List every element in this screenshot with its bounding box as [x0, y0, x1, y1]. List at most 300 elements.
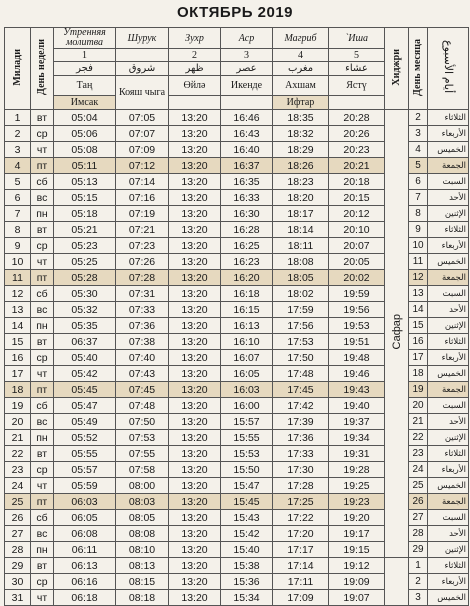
hijri-day-cell: 3 [409, 590, 428, 606]
prayer-extra-asr [221, 96, 273, 110]
month-day-header: День месяца [409, 28, 428, 110]
weekday-cell: чт [31, 590, 54, 606]
time-cell: 08:08 [116, 526, 169, 542]
day-cell: 21 [5, 430, 31, 446]
arabic-weekday-cell: الخميس [428, 366, 469, 382]
arabic-weekday-cell: الأحد [428, 526, 469, 542]
arabic-weekday-cell: الأحد [428, 302, 469, 318]
prayer-name-fajr: Утренняя молитва [54, 28, 116, 49]
time-cell: 13:20 [169, 142, 221, 158]
arabic-weekday-cell: الجمعة [428, 382, 469, 398]
time-cell: 07:09 [116, 142, 169, 158]
day-cell: 30 [5, 574, 31, 590]
time-cell: 16:03 [221, 382, 273, 398]
hijri-day-cell: 28 [409, 526, 428, 542]
arabic-weekday-cell: الإثنين [428, 542, 469, 558]
day-cell: 2 [5, 126, 31, 142]
time-cell: 13:20 [169, 558, 221, 574]
weekday-cell: чт [31, 478, 54, 494]
time-cell: 16:00 [221, 398, 273, 414]
time-cell: 19:53 [329, 318, 385, 334]
weekday-cell: вт [31, 110, 54, 126]
time-cell: 13:20 [169, 350, 221, 366]
time-cell: 05:32 [54, 302, 116, 318]
hijri-day-cell: 23 [409, 446, 428, 462]
day-cell: 11 [5, 270, 31, 286]
time-cell: 17:20 [273, 526, 329, 542]
prayer-name-shuruk: Шурук [116, 28, 169, 49]
weekday-cell: сб [31, 398, 54, 414]
time-cell: 15:38 [221, 558, 273, 574]
hijri-day-cell: 2 [409, 110, 428, 126]
time-cell: 18:32 [273, 126, 329, 142]
iftar-label: Ифтар [273, 96, 329, 110]
time-cell: 16:13 [221, 318, 273, 334]
time-cell: 19:09 [329, 574, 385, 590]
time-cell: 17:48 [273, 366, 329, 382]
weekday-cell: чт [31, 254, 54, 270]
prayer-num-maghrib: 4 [273, 49, 329, 62]
prayer-num-zuhr: 2 [169, 49, 221, 62]
arabic-weekday-cell: الأربعاء [428, 238, 469, 254]
time-cell: 20:21 [329, 158, 385, 174]
weekday-cell: вт [31, 446, 54, 462]
prayer-name-zuhr: Зухр [169, 28, 221, 49]
time-cell: 19:48 [329, 350, 385, 366]
time-cell: 07:28 [116, 270, 169, 286]
day-cell: 17 [5, 366, 31, 382]
weekday-cell: чт [31, 142, 54, 158]
time-cell: 05:45 [54, 382, 116, 398]
day-cell: 25 [5, 494, 31, 510]
day-cell: 23 [5, 462, 31, 478]
time-cell: 16:23 [221, 254, 273, 270]
time-cell: 19:56 [329, 302, 385, 318]
next-month-cell [385, 558, 409, 606]
time-cell: 05:13 [54, 174, 116, 190]
time-cell: 05:25 [54, 254, 116, 270]
time-cell: 16:33 [221, 190, 273, 206]
hijri-header: Хиджри [385, 28, 409, 110]
page-title: ОКТЯБРЬ 2019 [176, 4, 294, 21]
table-row [5, 110, 469, 126]
day-cell: 20 [5, 414, 31, 430]
day-cell: 12 [5, 286, 31, 302]
prayer-tatar-asr: Икенде [221, 76, 273, 96]
prayer-arabic-shuruk: شروق [116, 62, 169, 76]
prayer-tatar-maghrib: Ахшам [273, 76, 329, 96]
time-cell: 05:28 [54, 270, 116, 286]
prayer-arabic-asr: عصر [221, 62, 273, 76]
weekday-cell: пн [31, 318, 54, 334]
day-cell: 16 [5, 350, 31, 366]
hijri-day-cell: 27 [409, 510, 428, 526]
time-cell: 17:36 [273, 430, 329, 446]
time-cell: 17:17 [273, 542, 329, 558]
time-cell: 05:23 [54, 238, 116, 254]
time-cell: 13:20 [169, 206, 221, 222]
time-cell: 06:18 [54, 590, 116, 606]
hijri-day-cell: 21 [409, 414, 428, 430]
hijri-month-label: Сафар [390, 314, 403, 350]
time-cell: 13:20 [169, 158, 221, 174]
prayer-tatar-shuruk: Кояш чыга [116, 76, 169, 110]
time-cell: 15:55 [221, 430, 273, 446]
arabic-weekday-cell: الأربعاء [428, 574, 469, 590]
arabic-weekday-cell: الأربعاء [428, 350, 469, 366]
time-cell: 07:21 [116, 222, 169, 238]
hijri-day-cell: 5 [409, 158, 428, 174]
prayer-name-isha: `Иша [329, 28, 385, 49]
time-cell: 05:57 [54, 462, 116, 478]
day-cell: 31 [5, 590, 31, 606]
arabic-weekday-header: أيام الأسبوع [428, 28, 469, 110]
day-cell: 7 [5, 206, 31, 222]
day-cell: 1 [5, 110, 31, 126]
time-cell: 06:05 [54, 510, 116, 526]
time-cell: 20:07 [329, 238, 385, 254]
prayer-extra-zuhr [169, 96, 221, 110]
hijri-day-cell: 29 [409, 542, 428, 558]
time-cell: 13:20 [169, 110, 221, 126]
time-cell: 19:37 [329, 414, 385, 430]
weekday-cell: вс [31, 526, 54, 542]
table-row [5, 558, 469, 574]
time-cell: 13:20 [169, 494, 221, 510]
time-cell: 07:45 [116, 382, 169, 398]
time-cell: 17:30 [273, 462, 329, 478]
time-cell: 13:20 [169, 510, 221, 526]
time-cell: 07:07 [116, 126, 169, 142]
time-cell: 13:20 [169, 270, 221, 286]
prayer-arabic-zuhr: ظهر [169, 62, 221, 76]
time-cell: 06:13 [54, 558, 116, 574]
time-cell: 13:20 [169, 254, 221, 270]
time-cell: 07:43 [116, 366, 169, 382]
time-cell: 13:20 [169, 366, 221, 382]
day-cell: 3 [5, 142, 31, 158]
time-cell: 19:59 [329, 286, 385, 302]
time-cell: 19:31 [329, 446, 385, 462]
imsak-label: Имсак [54, 96, 116, 110]
time-cell: 19:20 [329, 510, 385, 526]
time-cell: 19:34 [329, 430, 385, 446]
time-cell: 07:12 [116, 158, 169, 174]
time-cell: 13:20 [169, 318, 221, 334]
time-cell: 15:40 [221, 542, 273, 558]
weekday-cell: пт [31, 382, 54, 398]
time-cell: 16:35 [221, 174, 273, 190]
time-cell: 15:34 [221, 590, 273, 606]
arabic-weekday-cell: الجمعة [428, 494, 469, 510]
arabic-weekday-cell: الثلاثاء [428, 558, 469, 574]
time-cell: 07:23 [116, 238, 169, 254]
time-cell: 13:20 [169, 590, 221, 606]
time-cell: 19:12 [329, 558, 385, 574]
time-cell: 17:50 [273, 350, 329, 366]
time-cell: 08:15 [116, 574, 169, 590]
arabic-weekday-cell: الثلاثاء [428, 222, 469, 238]
hijri-day-cell: 2 [409, 574, 428, 590]
time-cell: 18:20 [273, 190, 329, 206]
time-cell: 17:42 [273, 398, 329, 414]
time-cell: 16:20 [221, 270, 273, 286]
day-cell: 29 [5, 558, 31, 574]
time-cell: 13:20 [169, 286, 221, 302]
time-cell: 15:50 [221, 462, 273, 478]
time-cell: 20:23 [329, 142, 385, 158]
time-cell: 17:14 [273, 558, 329, 574]
time-cell: 18:26 [273, 158, 329, 174]
weekday-cell: пн [31, 206, 54, 222]
prayer-tatar-isha: Ястү [329, 76, 385, 96]
prayer-num-shuruk [116, 49, 169, 62]
time-cell: 16:46 [221, 110, 273, 126]
time-cell: 18:14 [273, 222, 329, 238]
weekday-cell: ср [31, 126, 54, 142]
weekday-cell: вс [31, 414, 54, 430]
time-cell: 17:59 [273, 302, 329, 318]
day-cell: 13 [5, 302, 31, 318]
hijri-day-cell: 25 [409, 478, 428, 494]
arabic-weekday-cell: السبت [428, 398, 469, 414]
arabic-weekday-cell: الأربعاء [428, 462, 469, 478]
time-cell: 05:18 [54, 206, 116, 222]
prayer-num-asr: 3 [221, 49, 273, 62]
prayer-tatar-zuhr: Өйлә [169, 76, 221, 96]
time-cell: 16:30 [221, 206, 273, 222]
arabic-weekday-cell: الخميس [428, 254, 469, 270]
time-cell: 08:10 [116, 542, 169, 558]
hijri-day-cell: 1 [409, 558, 428, 574]
time-cell: 13:20 [169, 574, 221, 590]
time-cell: 18:17 [273, 206, 329, 222]
day-cell: 26 [5, 510, 31, 526]
hijri-day-cell: 22 [409, 430, 428, 446]
time-cell: 08:00 [116, 478, 169, 494]
prayer-extra-isha [329, 96, 385, 110]
time-cell: 08:03 [116, 494, 169, 510]
arabic-weekday-cell: الثلاثاء [428, 446, 469, 462]
time-cell: 16:15 [221, 302, 273, 318]
arabic-weekday-cell: الثلاثاء [428, 110, 469, 126]
time-cell: 18:11 [273, 238, 329, 254]
time-cell: 05:11 [54, 158, 116, 174]
time-cell: 15:45 [221, 494, 273, 510]
time-cell: 17:53 [273, 334, 329, 350]
time-cell: 07:19 [116, 206, 169, 222]
time-cell: 17:56 [273, 318, 329, 334]
time-cell: 19:07 [329, 590, 385, 606]
weekday-cell: ср [31, 574, 54, 590]
table-body [5, 110, 469, 606]
weekday-cell: вт [31, 222, 54, 238]
arabic-weekday-cell: الجمعة [428, 270, 469, 286]
prayer-name-asr: Аср [221, 28, 273, 49]
prayer-name-maghrib: Магриб [273, 28, 329, 49]
time-cell: 07:58 [116, 462, 169, 478]
day-cell: 19 [5, 398, 31, 414]
time-cell: 06:08 [54, 526, 116, 542]
arabic-weekday-cell: الخميس [428, 478, 469, 494]
hijri-day-cell: 20 [409, 398, 428, 414]
time-cell: 17:39 [273, 414, 329, 430]
time-cell: 13:20 [169, 302, 221, 318]
day-cell: 18 [5, 382, 31, 398]
time-cell: 05:55 [54, 446, 116, 462]
prayer-num-fajr: 1 [54, 49, 116, 62]
time-cell: 07:38 [116, 334, 169, 350]
day-cell: 24 [5, 478, 31, 494]
time-cell: 17:45 [273, 382, 329, 398]
day-cell: 15 [5, 334, 31, 350]
time-cell: 07:48 [116, 398, 169, 414]
time-cell: 20:05 [329, 254, 385, 270]
time-cell: 19:40 [329, 398, 385, 414]
time-cell: 13:20 [169, 174, 221, 190]
hijri-day-cell: 9 [409, 222, 428, 238]
time-cell: 20:02 [329, 270, 385, 286]
weekday-cell: ср [31, 350, 54, 366]
time-cell: 17:33 [273, 446, 329, 462]
day-cell: 9 [5, 238, 31, 254]
prayer-times-table [4, 27, 469, 606]
time-cell: 18:29 [273, 142, 329, 158]
time-cell: 15:53 [221, 446, 273, 462]
arabic-weekday-cell: الأحد [428, 414, 469, 430]
time-cell: 06:03 [54, 494, 116, 510]
time-cell: 16:28 [221, 222, 273, 238]
time-cell: 16:40 [221, 142, 273, 158]
time-cell: 20:18 [329, 174, 385, 190]
time-cell: 08:18 [116, 590, 169, 606]
time-cell: 20:10 [329, 222, 385, 238]
time-cell: 07:14 [116, 174, 169, 190]
time-cell: 13:20 [169, 478, 221, 494]
time-cell: 15:57 [221, 414, 273, 430]
time-cell: 08:05 [116, 510, 169, 526]
time-cell: 05:21 [54, 222, 116, 238]
time-cell: 05:30 [54, 286, 116, 302]
prayer-arabic-isha: عشاء [329, 62, 385, 76]
hijri-day-cell: 11 [409, 254, 428, 270]
time-cell: 07:33 [116, 302, 169, 318]
time-cell: 19:51 [329, 334, 385, 350]
prayer-arabic-maghrib: مغرب [273, 62, 329, 76]
time-cell: 05:59 [54, 478, 116, 494]
day-cell: 4 [5, 158, 31, 174]
hijri-month-cell [385, 110, 409, 558]
time-cell: 05:04 [54, 110, 116, 126]
prayer-num-isha: 5 [329, 49, 385, 62]
time-cell: 18:23 [273, 174, 329, 190]
weekday-cell: ср [31, 462, 54, 478]
time-cell: 19:15 [329, 542, 385, 558]
hijri-day-cell: 10 [409, 238, 428, 254]
time-cell: 16:25 [221, 238, 273, 254]
time-cell: 07:55 [116, 446, 169, 462]
hijri-day-cell: 14 [409, 302, 428, 318]
time-cell: 05:15 [54, 190, 116, 206]
hijri-day-cell: 7 [409, 190, 428, 206]
time-cell: 19:43 [329, 382, 385, 398]
time-cell: 19:28 [329, 462, 385, 478]
weekday-cell: вт [31, 334, 54, 350]
hijri-day-cell: 19 [409, 382, 428, 398]
time-cell: 05:49 [54, 414, 116, 430]
day-cell: 27 [5, 526, 31, 542]
time-cell: 17:25 [273, 494, 329, 510]
time-cell: 07:31 [116, 286, 169, 302]
weekday-cell: чт [31, 366, 54, 382]
hijri-day-cell: 24 [409, 462, 428, 478]
arabic-weekday-cell: الإثنين [428, 318, 469, 334]
weekday-cell: сб [31, 286, 54, 302]
time-cell: 17:09 [273, 590, 329, 606]
time-cell: 07:36 [116, 318, 169, 334]
time-cell: 13:20 [169, 526, 221, 542]
time-cell: 15:47 [221, 478, 273, 494]
prayer-arabic-fajr: فجر [54, 62, 116, 76]
time-cell: 06:11 [54, 542, 116, 558]
weekday-cell: сб [31, 174, 54, 190]
arabic-weekday-cell: الأحد [428, 190, 469, 206]
weekday-cell: сб [31, 510, 54, 526]
day-cell: 14 [5, 318, 31, 334]
time-cell: 05:08 [54, 142, 116, 158]
arabic-weekday-cell: السبت [428, 286, 469, 302]
time-cell: 06:16 [54, 574, 116, 590]
time-cell: 07:16 [116, 190, 169, 206]
arabic-weekday-cell: الإثنين [428, 206, 469, 222]
weekday-cell: пн [31, 542, 54, 558]
hijri-day-cell: 18 [409, 366, 428, 382]
arabic-weekday-cell: الجمعة [428, 158, 469, 174]
time-cell: 07:05 [116, 110, 169, 126]
arabic-weekday-cell: الأربعاء [428, 126, 469, 142]
hijri-day-cell: 3 [409, 126, 428, 142]
time-cell: 13:20 [169, 414, 221, 430]
time-cell: 13:20 [169, 238, 221, 254]
time-cell: 05:42 [54, 366, 116, 382]
time-cell: 18:35 [273, 110, 329, 126]
arabic-weekday-cell: الخميس [428, 590, 469, 606]
time-cell: 18:05 [273, 270, 329, 286]
weekday-cell: пт [31, 158, 54, 174]
time-cell: 13:20 [169, 382, 221, 398]
day-cell: 10 [5, 254, 31, 270]
hijri-day-cell: 13 [409, 286, 428, 302]
time-cell: 15:42 [221, 526, 273, 542]
time-cell: 13:20 [169, 430, 221, 446]
time-cell: 16:05 [221, 366, 273, 382]
hijri-day-cell: 17 [409, 350, 428, 366]
time-cell: 16:37 [221, 158, 273, 174]
hijri-day-cell: 6 [409, 174, 428, 190]
time-cell: 13:20 [169, 126, 221, 142]
day-cell: 22 [5, 446, 31, 462]
hijri-day-cell: 16 [409, 334, 428, 350]
arabic-weekday-cell: السبت [428, 174, 469, 190]
time-cell: 05:06 [54, 126, 116, 142]
hijri-day-cell: 4 [409, 142, 428, 158]
weekday-cell: вс [31, 302, 54, 318]
time-cell: 08:13 [116, 558, 169, 574]
weekday-cell: ср [31, 238, 54, 254]
arabic-weekday-cell: الثلاثاء [428, 334, 469, 350]
time-cell: 13:20 [169, 334, 221, 350]
weekday-cell: вс [31, 190, 54, 206]
